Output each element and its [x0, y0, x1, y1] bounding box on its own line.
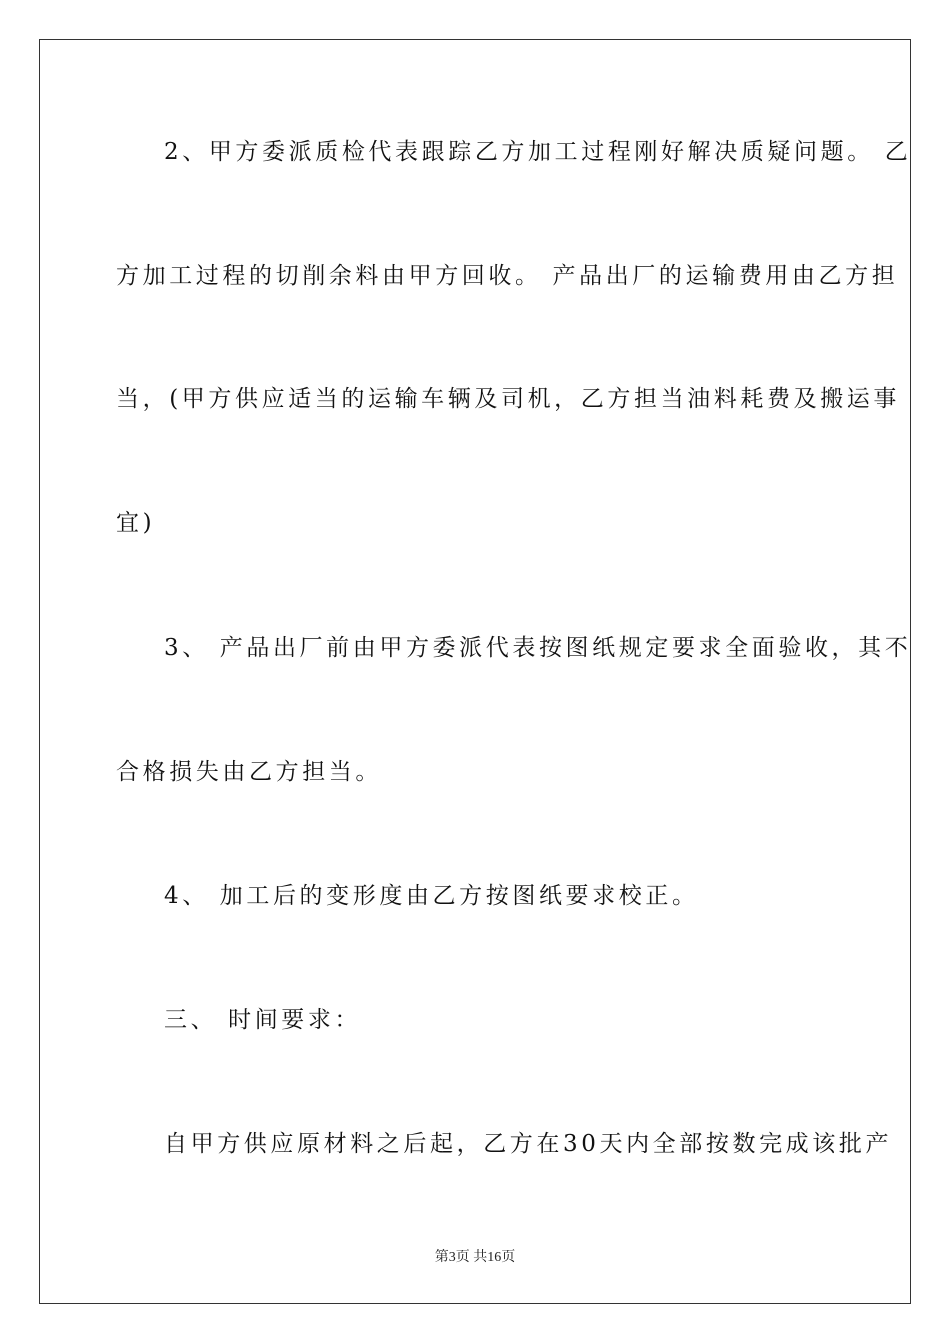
section-heading-time-requirements: 三、 时间要求： — [164, 1007, 362, 1033]
paragraph-line-6: 合格损失由乙方担当。 — [116, 759, 382, 785]
page-number-footer: 第3页 共16页 — [434, 1250, 516, 1265]
paragraph-line-2: 方加工过程的切削余料由甲方回收。 产品出厂的运输费用由乙方担 — [116, 263, 899, 289]
page-frame — [39, 39, 911, 1304]
paragraph-line-5: 3、 产品出厂前由甲方委派代表按图纸规定要求全面验收，其不 — [164, 635, 912, 661]
paragraph-line-4: 宜) — [116, 510, 156, 536]
paragraph-line-1: 2、甲方委派质检代表跟踪乙方加工过程刚好解决质疑问题。 乙 — [164, 139, 912, 165]
paragraph-line-7: 4、 加工后的变形度由乙方按图纸要求校正。 — [164, 883, 699, 909]
paragraph-line-3: 当，(甲方供应适当的运输车辆及司机，乙方担当油料耗费及搬运事 — [116, 386, 900, 412]
paragraph-line-9: 自甲方供应原材料之后起，乙方在30天内全部按数完成该批产 — [164, 1131, 893, 1157]
